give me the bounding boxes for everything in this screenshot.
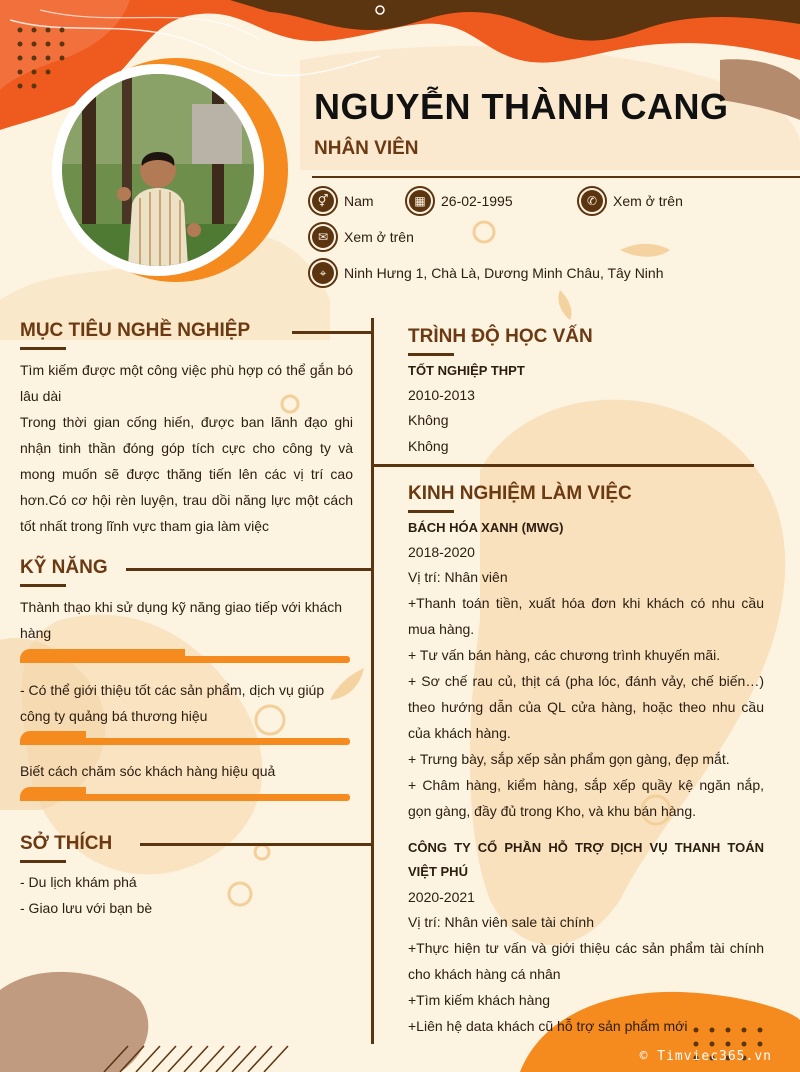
hobby-item: - Giao lưu với bạn bè: [20, 900, 153, 916]
skills-title: KỸ NĂNG: [20, 557, 108, 578]
education-school: TỐT NGHIỆP THPT: [408, 363, 525, 378]
job-detail: + Sơ chế rau củ, thịt cá (pha lóc, đánh vảy, chế biến…) theo hướng dẫn của QL cửa hàng, hoặc theo nhu cầu của khách hàng.: [408, 673, 764, 741]
email-value: Xem ở trên: [344, 229, 414, 245]
job-detail: + Trưng bày, sắp xếp sản phẩm gọn gàng, đẹp mắt.: [408, 751, 730, 767]
job-role: Vị trí: Nhân viên: [408, 569, 508, 585]
contact-email: [308, 222, 414, 252]
address-value: Ninh Hưng 1, Chà Là, Dương Minh Châu, Tây Ninh: [344, 265, 664, 281]
gender-value: Nam: [344, 193, 374, 209]
location-icon: ⌖: [308, 258, 338, 288]
job-detail: + Tư vấn bán hàng, các chương trình khuyến mãi.: [408, 647, 721, 663]
contact-phone: [577, 186, 683, 216]
skill-level-fill: [20, 649, 185, 663]
job-role: Vị trí: Nhân viên sale tài chính: [408, 914, 594, 930]
profile-photo: [52, 64, 264, 276]
job-detail: +Tìm kiếm khách hàng: [408, 992, 551, 1008]
skill-level-fill: [20, 787, 86, 801]
email-icon: ✉: [308, 222, 338, 252]
job-position: NHÂN VIÊN: [314, 138, 419, 159]
hobbies-title: SỞ THÍCH: [20, 833, 113, 854]
skill-bar: [20, 649, 350, 663]
skill-level-fill: [20, 731, 86, 745]
education-major: Không: [408, 412, 449, 428]
phone-value: Xem ở trên: [613, 193, 683, 209]
job-detail: +Thực hiện tư vấn và giới thiệu các sản phẩm tài chính cho khách hàng cá nhân: [408, 940, 764, 982]
hobbies-title-line: [140, 843, 372, 846]
header-divider: [312, 176, 800, 178]
watermark: © Timviec365.vn: [639, 1049, 772, 1064]
calendar-icon: ▦: [405, 186, 435, 216]
objective-title-line: [292, 331, 372, 334]
avatar: [62, 74, 254, 266]
objective-text: Tìm kiếm được một công việc phù hợp có thể gắn bó lâu dài Trong thời gian cống hiến, được ban lãnh đạo ghi nhận tinh thần đóng góp tích cực cho công ty và mong muốn sẽ được thăng tiến lên các vị trí cao hơn.Có cơ hội rèn luyện, trau dồi năng lực một cách tốt nhất trong lĩnh vực tham gia làm việc: [20, 362, 353, 534]
objective-title: MỤC TIÊU NGHỀ NGHIỆP: [20, 320, 251, 341]
job-company: CÔNG TY CỔ PHẦN HỖ TRỢ DỊCH VỤ THANH TOÁN VIỆT PHÚ: [408, 840, 764, 879]
column-divider: [371, 318, 374, 1044]
skill-item: Thành thạo khi sử dụng kỹ năng giao tiếp với khách hàng: [20, 599, 343, 641]
job-company: BÁCH HÓA XANH (MWG): [408, 520, 564, 535]
skill-item: - Có thể giới thiệu tốt các sản phẩm, dịch vụ giúp công ty quảng bá thương hiệu: [20, 682, 325, 724]
contact-birthday: [405, 186, 513, 216]
skills-title-line: [126, 568, 372, 571]
skill-bar: [20, 731, 350, 745]
education-divider: [372, 464, 754, 467]
portrait-image: [62, 74, 254, 266]
job-period: 2020-2021: [408, 889, 475, 905]
candidate-name: NGUYỄN THÀNH CANG: [314, 86, 729, 127]
job-detail: +Thanh toán tiền, xuất hóa đơn khi khách có nhu cầu mua hàng.: [408, 595, 764, 637]
experience-title: KINH NGHIỆM LÀM VIỆC: [408, 483, 632, 504]
skill-bar: [20, 787, 350, 801]
education-note: Không: [408, 438, 449, 454]
job-detail: +Liên hệ data khách cũ hỗ trợ sản phẩm mới: [408, 1018, 688, 1034]
skill-item: Biết cách chăm sóc khách hàng hiệu quả: [20, 763, 276, 779]
hobby-item: - Du lịch khám phá: [20, 874, 137, 890]
education-period: 2010-2013: [408, 387, 475, 403]
birthday-value: 26-02-1995: [441, 193, 513, 209]
phone-icon: ✆: [577, 186, 607, 216]
contact-address: [308, 258, 664, 288]
gender-icon: ⚥: [308, 186, 338, 216]
job-period: 2018-2020: [408, 544, 475, 560]
job-detail: + Châm hàng, kiểm hàng, sắp xếp quầy kệ ngăn nắp, gọn gàng, đầy đủ trong Kho, và khu bán hàng.: [408, 777, 764, 819]
education-title: TRÌNH ĐỘ HỌC VẤN: [408, 326, 593, 347]
contact-gender: [308, 186, 374, 216]
